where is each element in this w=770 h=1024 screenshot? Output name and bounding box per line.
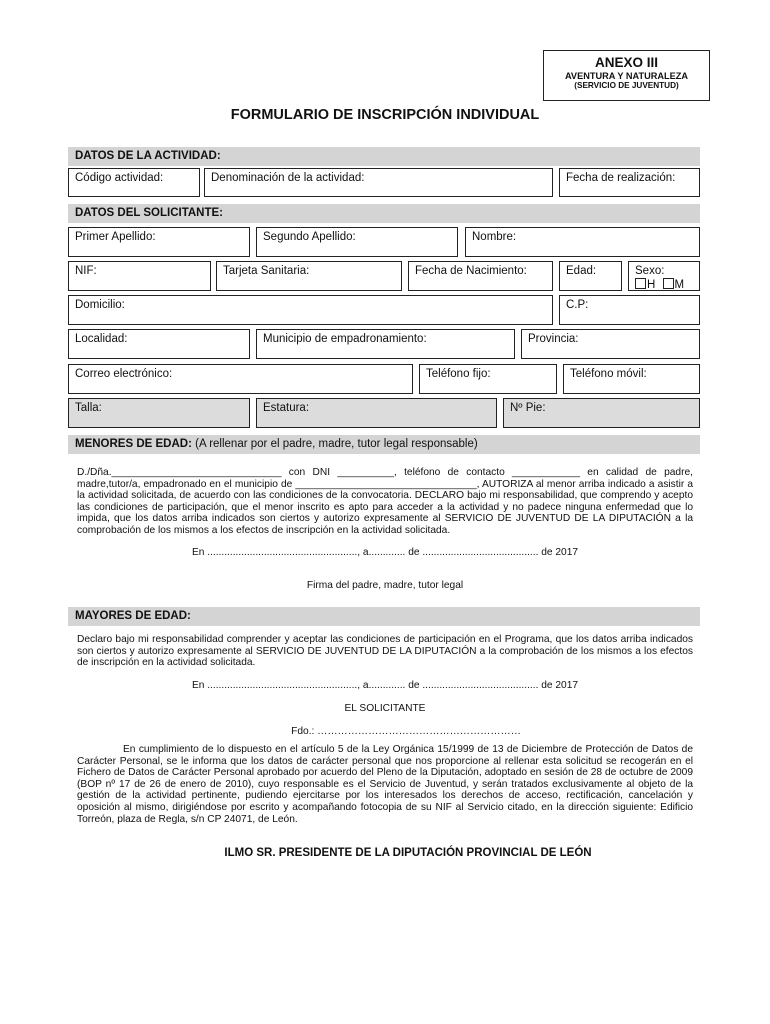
sex-m-label: M bbox=[674, 279, 685, 291]
activity-name-field[interactable] bbox=[204, 168, 553, 197]
name-label: Nombre: bbox=[472, 231, 517, 243]
privacy-notice: En cumplimiento de lo dispuesto en el artículo 5 de la Ley Orgánica 15/1999 de 13 de Diciembre de Protección de Datos de Carácter Personal, se le informa que los datos de carácter personal que nos proporcione al rellenar esta solicitud se recogerán en el Fichero de Datos de Carácter Personal aprobado por acuerdo del Pleno de la Diputación, adoptado en sesión de 28 de octubre de 2009 (BOP nº 17 de 26 de enero de 2010), cuyo responsable es el Servicio de Juventud, y serán tratados exclusivamente al objeto de la gestión de la actividad pertinente, pudiendo ejercitarse por los interesados los derechos de acceso, rectificación, cancelación y oposición al mismo, dirigiéndose por escrito y acompañando fotocopia de su NIF al Servicio citado, en la dirección siguiente: Edificio Torreón, plaza de Regla, s/n CP 24071, de León. bbox=[77, 744, 693, 825]
minors-heading-note: (A rellenar por el padre, madre, tutor legal responsable) bbox=[195, 438, 478, 450]
annex-title: ANEXO III bbox=[594, 55, 658, 70]
sex-field bbox=[628, 261, 700, 291]
sex-m-checkbox[interactable] bbox=[663, 278, 674, 289]
signed-line: Fdo.: …………………………………………………… bbox=[291, 726, 521, 737]
size-label: Talla: bbox=[75, 402, 102, 414]
name-field[interactable] bbox=[465, 227, 700, 257]
adults-date-line: En ....................................................., a............. de ......................................... de 2017 bbox=[191, 680, 579, 691]
health-card-label: Tarjeta Sanitaria: bbox=[223, 265, 310, 277]
municipality-label: Municipio de empadronamiento: bbox=[263, 333, 427, 345]
minors-authorization-text: D./Dña.______________________________ con DNI __________, teléfono de contacto ____________ en calidad de padre, madre,tutor/a, empadronado en el municipio de ________________________________, AUTORIZA al menor arriba indicado a asistir a la actividad solicitada, de acuerdo con las condiciones de la convocatoria. DECLARO bajo mi responsabilidad, que comprendo y acepto las condiciones de participación, que el menor inscrito es apto para acceder a la actividad y no padece ninguna enfermedad que lo impida, que los datos arriba indicados son ciertos y autorizo expresamente al SERVICIO DE JUVENTUD DE LA DIPUTACIÓN a la comprobación de los mismos a los efectos de inscripción en la actividad solicitada. bbox=[77, 467, 693, 536]
address-field[interactable] bbox=[68, 295, 553, 325]
foot-size-label: Nº Pie: bbox=[510, 402, 546, 414]
nif-label: NIF: bbox=[75, 265, 97, 277]
birth-date-field[interactable] bbox=[408, 261, 553, 291]
minors-signature-label: Firma del padre, madre, tutor legal bbox=[306, 580, 464, 591]
applicant-heading: DATOS DEL SOLICITANTE: bbox=[68, 204, 700, 223]
applicant-signer-label: EL SOLICITANTE bbox=[344, 703, 426, 714]
province-label: Provincia: bbox=[528, 333, 579, 345]
size-field[interactable] bbox=[68, 398, 250, 428]
landline-label: Teléfono fijo: bbox=[426, 368, 491, 380]
surname1-field[interactable] bbox=[68, 227, 250, 257]
height-field[interactable] bbox=[256, 398, 497, 428]
sex-h-checkbox[interactable] bbox=[635, 278, 646, 289]
activity-name-label: Denominación de la actividad: bbox=[211, 172, 365, 184]
adults-heading: MAYORES DE EDAD: bbox=[68, 607, 700, 626]
nif-field[interactable] bbox=[68, 261, 211, 291]
landline-field[interactable] bbox=[419, 364, 557, 394]
surname1-label: Primer Apellido: bbox=[75, 231, 156, 243]
municipality-field[interactable] bbox=[256, 329, 515, 359]
annex-subtitle: AVENTURA Y NATURALEZA bbox=[564, 71, 688, 81]
postal-code-field[interactable] bbox=[559, 295, 700, 325]
surname2-field[interactable] bbox=[256, 227, 458, 257]
health-card-field[interactable] bbox=[216, 261, 402, 291]
foot-size-field[interactable] bbox=[503, 398, 700, 428]
address-label: Domicilio: bbox=[75, 299, 125, 311]
sex-h-label: H bbox=[647, 279, 656, 291]
height-label: Estatura: bbox=[263, 402, 310, 414]
form-title: FORMULARIO DE INSCRIPCIÓN INDIVIDUAL bbox=[230, 107, 540, 123]
locality-field[interactable] bbox=[68, 329, 250, 359]
annex-box bbox=[543, 50, 710, 101]
minors-date-line: En ....................................................., a............. de ......................................... de 2017 bbox=[191, 547, 579, 558]
age-label: Edad: bbox=[566, 265, 597, 277]
activity-code-field[interactable] bbox=[68, 168, 200, 197]
sex-label: Sexo: bbox=[635, 265, 665, 277]
email-label: Correo electrónico: bbox=[75, 368, 173, 380]
surname2-label: Segundo Apellido: bbox=[263, 231, 356, 243]
minors-heading-label: MENORES DE EDAD: bbox=[75, 438, 192, 450]
minors-heading bbox=[68, 435, 700, 454]
age-field[interactable] bbox=[559, 261, 622, 291]
activity-code-label: Código actividad: bbox=[75, 172, 164, 184]
mobile-field[interactable] bbox=[563, 364, 700, 394]
adults-declaration-text: Declaro bajo mi responsabilidad comprender y aceptar las condiciones de participación en el Programa, que los datos arriba indicados son ciertos y autorizo expresamente al SERVICIO DE JUVENTUD DE LA DIPUTACIÓN a la comprobación de los mismos a los efectos de inscripción en la actividad solicitada. bbox=[77, 634, 693, 669]
activity-heading: DATOS DE LA ACTIVIDAD: bbox=[68, 147, 700, 166]
activity-date-field[interactable] bbox=[559, 168, 700, 197]
activity-date-label: Fecha de realización: bbox=[566, 172, 676, 184]
email-field[interactable] bbox=[68, 364, 413, 394]
postal-code-label: C.P: bbox=[566, 299, 589, 311]
province-field[interactable] bbox=[521, 329, 700, 359]
addressee: ILMO SR. PRESIDENTE DE LA DIPUTACIÓN PROVINCIAL DE LEÓN bbox=[224, 847, 592, 859]
mobile-label: Teléfono móvil: bbox=[570, 368, 647, 380]
birth-date-label: Fecha de Nacimiento: bbox=[415, 265, 527, 277]
annex-service: (SERVICIO DE JUVENTUD) bbox=[574, 81, 679, 90]
locality-label: Localidad: bbox=[75, 333, 128, 345]
